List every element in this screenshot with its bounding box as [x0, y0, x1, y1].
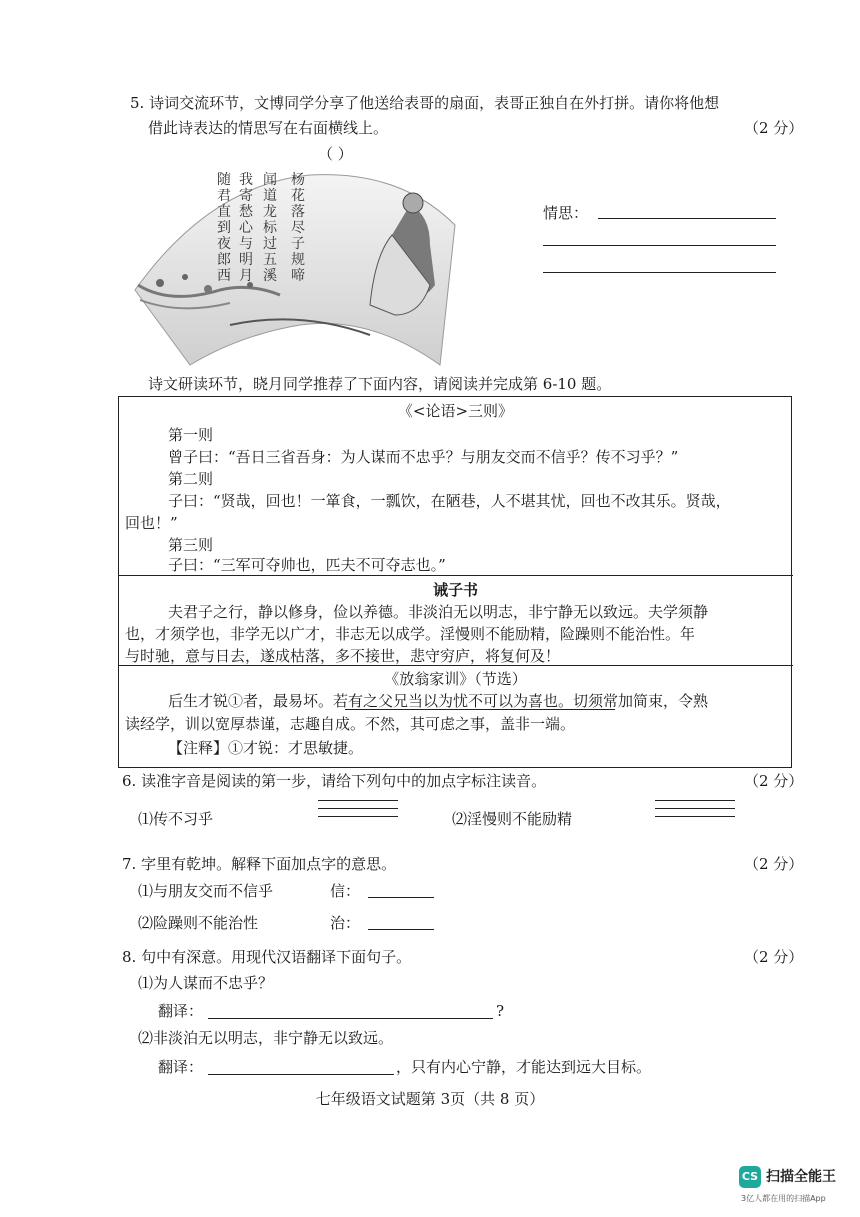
- lunyu-p1-heading: 第一则: [168, 426, 214, 444]
- q7-answer-a-line[interactable]: [368, 897, 434, 898]
- camscanner-name: 扫描全能王: [766, 1169, 836, 1185]
- q6-answer-a-lines[interactable]: [318, 800, 398, 824]
- jiezi-line-2: 也，才须学也，非学无以广才，非志无以成学。淫慢则不能励精，险躁则不能治性。年: [125, 625, 696, 643]
- lunyu-p2-text-b: 回也！”: [125, 514, 178, 532]
- q7-answer-b-line[interactable]: [368, 929, 434, 930]
- q5-title-bracket: （ ）: [318, 145, 353, 163]
- poem-column-4: 随君直到夜郎西: [217, 172, 231, 284]
- q8-item-a: ⑴为人谋而不忠乎？: [138, 974, 274, 992]
- q8-end-a: ?: [496, 1002, 505, 1020]
- page-footer: 七年级语文试题第 3页（共 8 页）: [315, 1090, 545, 1108]
- jiezi-line-1: 夫君子之行，静以修身，俭以养德。非淡泊无以明志，非宁静无以致远。夫学须静: [168, 603, 709, 621]
- camscanner-logo-icon: CS: [739, 1166, 761, 1188]
- q7-item-b: ⑵险躁则不能治性: [138, 914, 259, 932]
- q6-item-a: ⑴传不习乎: [138, 810, 214, 828]
- q5-stem-line1: 5. 诗词交流环节，文博同学分享了他送给表哥的扇面，表哥正独自在外打拼。请你将他想: [130, 94, 720, 112]
- q5-score: （2 分）: [744, 119, 804, 137]
- q8-answer-b-line[interactable]: [208, 1074, 394, 1075]
- q5-stem-line2: 借此诗表达的情思写在右面横线上。: [148, 119, 389, 137]
- q8-label-a: 翻译：: [158, 1002, 204, 1020]
- lunyu-p2-heading: 第二则: [168, 470, 214, 488]
- emotion-label: 情思：: [543, 204, 589, 222]
- lunyu-title: 《<论语>三则》: [397, 402, 514, 420]
- emotion-answer-line-1[interactable]: [598, 218, 776, 219]
- poem-column-2: 闻道龙标过五溪: [263, 172, 277, 284]
- fangweng-line-2: 读经学，训以宽厚恭谨，志趣自成。不然，其可虑之事，盖非一端。: [125, 715, 576, 733]
- q7-item-a: ⑴与朋友交而不信乎: [138, 882, 274, 900]
- q8-stem: 8. 句中有深意。用现代汉语翻译下面句子。: [122, 948, 412, 966]
- poem-column-1: 杨花落尽子规啼: [291, 172, 305, 284]
- q8-item-b: ⑵非淡泊无以明志，非宁静无以致远。: [138, 1029, 394, 1047]
- q7-key-b: 治：: [330, 914, 361, 932]
- lunyu-p2-text-a: 子曰：“贤哉，回也！一箪食，一瓢饮，在陋巷，人不堪其忧，回也不改其乐。贤哉，: [168, 492, 731, 510]
- q6-item-b: ⑵淫慢则不能励精: [452, 810, 573, 828]
- q8-answer-a-line[interactable]: [208, 1018, 493, 1019]
- jiezi-title: 诫子书: [432, 581, 478, 599]
- q8-end-b: ，只有内心宁静，才能达到远大目标。: [396, 1058, 652, 1076]
- lunyu-p3-text: 子曰：“三军可夺帅也，匹夫不可夺志也。”: [168, 556, 446, 574]
- fangweng-title: 《放翁家训》（节选）: [384, 670, 527, 688]
- q8-label-b: 翻译：: [158, 1058, 204, 1076]
- reading-intro: 诗文研读环节，晓月同学推荐了下面内容，请阅读并完成第 6-10 题。: [148, 375, 612, 393]
- fangweng-note: 【注释】①才锐：才思敏捷。: [168, 739, 364, 757]
- camscanner-tagline: 3亿人都在用的扫描App: [741, 1194, 826, 1203]
- fangweng-underline: [345, 709, 615, 710]
- q6-score: （2 分）: [744, 772, 804, 790]
- q8-score: （2 分）: [744, 948, 804, 966]
- emotion-answer-line-3[interactable]: [543, 272, 776, 273]
- jiezi-line-3: 与时驰，意与日去，遂成枯落，多不接世，悲守穷庐，将复何及！: [125, 647, 561, 665]
- q7-key-a: 信：: [330, 882, 361, 900]
- q6-answer-b-lines[interactable]: [655, 800, 735, 824]
- q7-score: （2 分）: [744, 855, 804, 873]
- poem-column-3: 我寄愁心与明月: [239, 172, 253, 284]
- q7-stem: 7. 字里有乾坤。解释下面加点字的意思。: [122, 855, 397, 873]
- emotion-answer-line-2[interactable]: [543, 245, 776, 246]
- q6-stem: 6. 读准字音是阅读的第一步，请给下列句中的加点字标注读音。: [122, 772, 547, 790]
- lunyu-p3-heading: 第三则: [168, 536, 214, 554]
- lunyu-p1-text: 曾子曰：“吾日三省吾身：为人谋而不忠乎？与朋友交而不信乎？传不习乎？”: [168, 448, 679, 466]
- fangweng-line-1: 后生才锐①者，最易坏。若有之父兄当以为忧不可以为喜也。切须常加简束，令熟: [168, 692, 709, 710]
